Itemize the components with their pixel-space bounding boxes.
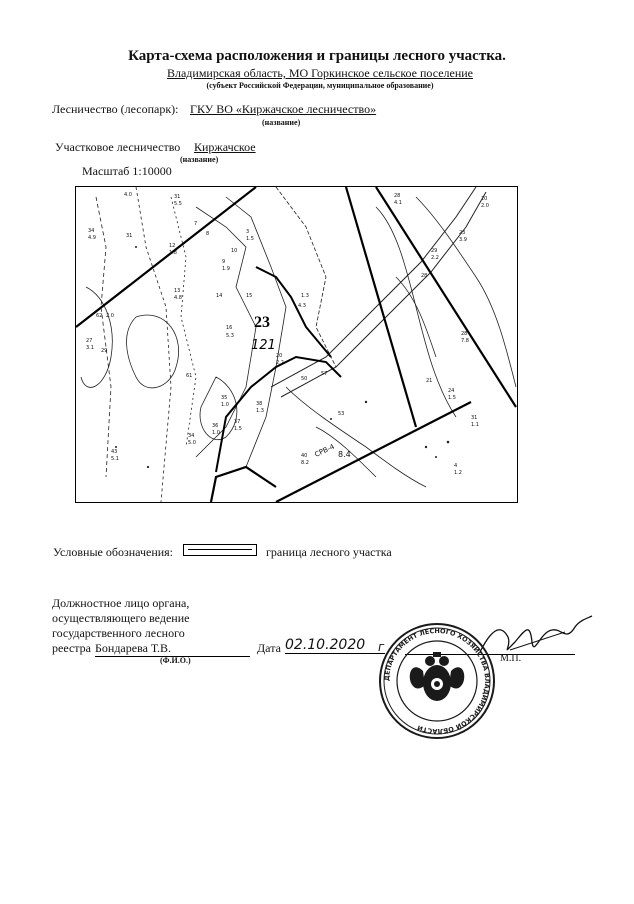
district-value: Киржачское — [194, 140, 256, 154]
map-label: 10 — [231, 248, 238, 254]
map-label: 1.9 — [222, 266, 230, 272]
legend-label: Условные обозначения: — [53, 545, 174, 559]
map-label: 29 — [101, 348, 108, 354]
official-name-note: (Ф.И.О.) — [160, 656, 191, 665]
district-note: (название) — [180, 155, 219, 164]
map-label: 1.3 — [301, 293, 309, 299]
map-label: 34 — [88, 228, 95, 234]
map-label: 20 — [481, 196, 488, 202]
map-label: 4.9 — [88, 235, 96, 241]
map-label: 43 — [111, 449, 118, 455]
forest-map-drawing — [76, 187, 517, 502]
official-line-1: Должностное лицо органа, — [52, 596, 190, 610]
map-label: 36 — [212, 423, 219, 429]
date-label: Дата — [257, 641, 281, 655]
map-label: 24 — [448, 388, 455, 394]
location-line: Владимирская область, МО Горкинское сельское поселение — [166, 66, 474, 80]
map-label: 62 — [96, 313, 103, 319]
map-label: 1.5 — [448, 395, 456, 401]
map-label: 37 — [234, 419, 241, 425]
map-label: 23 — [459, 230, 466, 236]
map-label: 3 — [246, 229, 250, 235]
map-label: 27 — [86, 338, 93, 344]
map-label: 20 — [276, 353, 283, 359]
map-label: 4.8 — [174, 295, 182, 301]
map-label: 13 — [174, 288, 181, 294]
map-label: 2.2 — [276, 360, 284, 366]
map-label: 4.1 — [394, 200, 402, 206]
map-label: 31 — [471, 415, 478, 421]
map-label: 21 — [426, 378, 433, 384]
map-label: 1.5 — [246, 236, 254, 242]
map-label: 1.0 — [221, 402, 229, 408]
forest-map — [75, 186, 518, 503]
map-label: 29 — [431, 248, 438, 254]
map-label: 31 — [126, 233, 133, 239]
map-label: 5.5 — [174, 201, 182, 207]
map-label: 4.3 — [298, 303, 306, 309]
official-stamp — [377, 621, 497, 741]
map-label: 1.0 — [212, 430, 220, 436]
map-label: 38 — [256, 401, 263, 407]
map-label: 1.5 — [234, 426, 242, 432]
official-line-4-prefix: реестра — [52, 641, 91, 655]
map-label: 61 — [186, 373, 193, 379]
map-label: 5.3 — [226, 333, 234, 339]
map-label: 16 — [226, 325, 233, 331]
document-title: Карта-схема расположения и границы лесного участка. — [128, 48, 506, 64]
map-label: 5.0 — [188, 440, 196, 446]
map-label: 53 — [338, 411, 345, 417]
map-label: 4 — [454, 463, 458, 469]
map-label: 8 — [206, 231, 210, 237]
map-label: 1.3 — [256, 408, 264, 414]
forestry-label: Лесничество (лесопарк): — [52, 102, 179, 116]
map-label: 2.0 — [481, 203, 489, 209]
map-label: 4.0 — [124, 192, 132, 198]
official-line-2: осуществляющего ведение — [52, 611, 190, 625]
map-label: 1.2 — [454, 470, 462, 476]
map-scale: Масштаб 1:10000 — [82, 164, 172, 178]
forestry-value: ГКУ ВО «Киржачское лесничество» — [190, 102, 377, 116]
map-label: 1.8 — [169, 250, 177, 256]
legend-boundary-symbol — [183, 544, 257, 556]
map-label: 8.2 — [301, 460, 309, 466]
map-label: 7 — [194, 221, 198, 227]
map-label: 35 — [221, 395, 228, 401]
seal-place-note: М.П. — [500, 653, 522, 664]
map-label: 3.9 — [459, 237, 467, 243]
map-label: СРВ-4 — [313, 442, 336, 459]
map-label: 14 — [216, 293, 223, 299]
legend-text: граница лесного участка — [266, 545, 392, 559]
forestry-note: (название) — [262, 118, 301, 127]
plot-number: 121 — [251, 338, 276, 353]
map-label: 50 — [301, 376, 308, 382]
map-label: 9 — [222, 259, 226, 265]
map-label: 3.1 — [86, 345, 94, 351]
official-name: Бондарева Т.В. — [95, 641, 250, 657]
district-label: Участковое лесничество — [55, 140, 181, 154]
map-label: 28 — [394, 193, 401, 199]
date-suffix: г — [378, 640, 385, 654]
map-label: 31 — [174, 194, 181, 200]
map-label: 57 — [321, 371, 328, 377]
map-label: 28 — [461, 331, 468, 337]
map-label: 8.4 — [338, 450, 351, 459]
map-label: 5.1 — [111, 456, 119, 462]
map-label: 2.0 — [106, 313, 114, 319]
map-label: 40 — [301, 453, 308, 459]
location-note: (субъект Российской Федерации, муниципальное образование) — [206, 81, 434, 90]
official-line-3: государственного лесного — [52, 626, 185, 640]
stamp-ring-text: ДЕПАРТАМЕНТ ЛЕСНОГО ХОЗЯЙСТВА ВЛАДИМИРСКОЙ ОБЛАСТИ — [382, 626, 492, 736]
map-label: 2.2 — [431, 255, 439, 261]
map-label: 15 — [246, 293, 253, 299]
date-value: 02.10.2020 — [285, 637, 385, 654]
map-label: 1.1 — [471, 422, 479, 428]
map-label: 28 — [421, 273, 428, 279]
quarter-number: 23 — [254, 314, 270, 331]
map-label: 7.8 — [461, 338, 469, 344]
map-label: 12 — [169, 243, 176, 249]
map-label: 34 — [188, 433, 195, 439]
